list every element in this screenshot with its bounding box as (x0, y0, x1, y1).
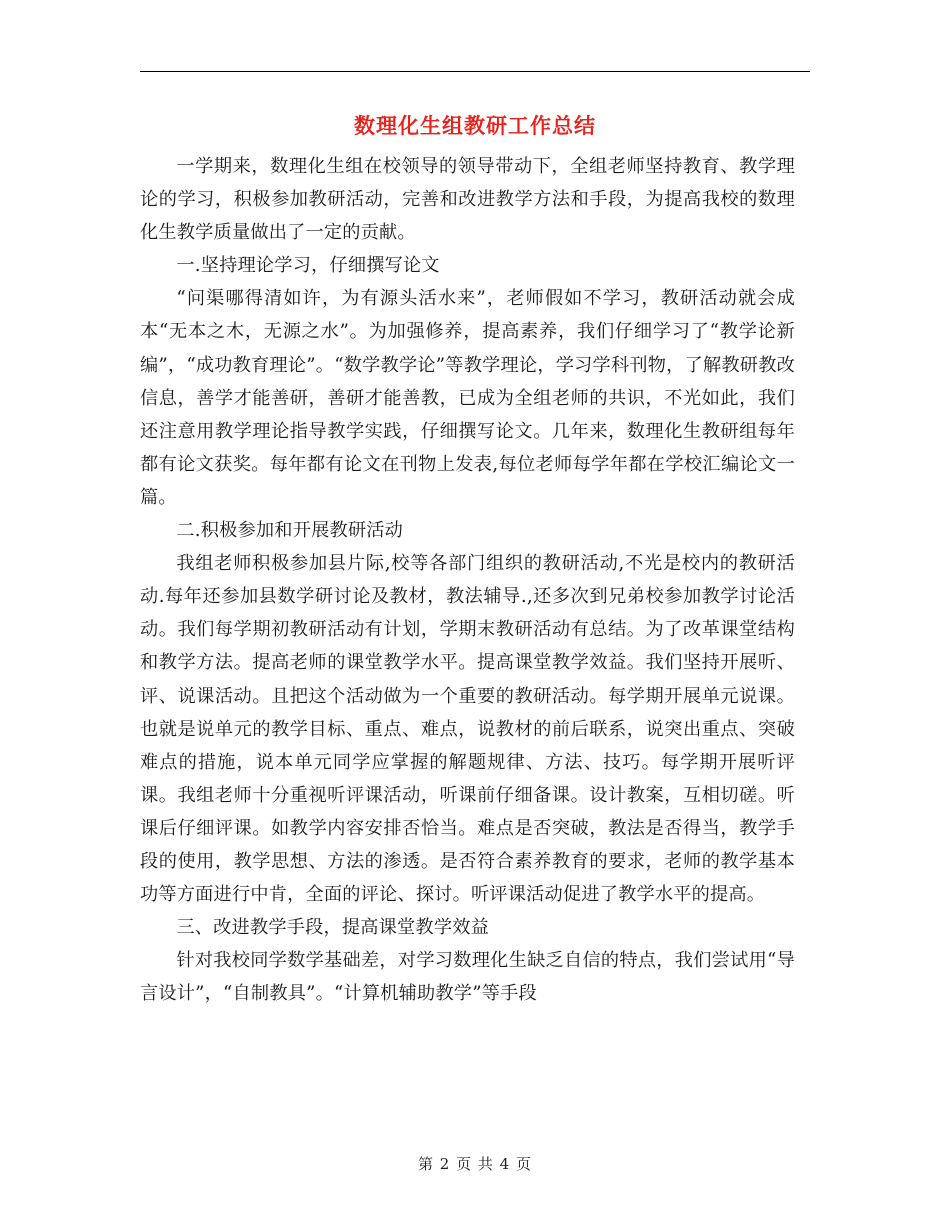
intro-paragraph: 一学期来，数理化生组在校领导的领导带动下，全组老师坚持教育、教学理论的学习，积极参加教研活动，完善和改进教学方法和手段，为提高我校的数理化生教学质量做出了一定的贡献。 (140, 156, 795, 244)
page-number: 第 2 页 共 4 页 (418, 1155, 532, 1173)
header-rule (140, 71, 810, 72)
section-heading-2: 二.积极参加和开展教研活动 (176, 520, 404, 542)
section-heading-1: 一.坚持理论学习，仔细撰写论文 (176, 255, 440, 277)
section-1-paragraph: “问渠哪得清如许，为有源头活水来”，老师假如不学习，教研活动就会成本“无本之木，无源之水”。为加强修养，提高素养，我们仔细学习了“教学论新编”，“成功教育理论”。“数学教学论”等教学理论，学习学科刊物，了解教研教改信息，善学才能善研，善研才能善教，已成为全组老师的共识，不光如此，我们还注意用教学理论指导教学实践，仔细撰写论文。几年来，数理化生教研组每年都有论文获奖。每年都有论文在刊物上发表,每位老师每学年都在学校汇编论文一篇。 (140, 288, 795, 508)
section-3-paragraph: 针对我校同学数学基础差，对学习数理化生缺乏自信的特点，我们尝试用“导言设计”，“自制教具”。“计算机辅助教学”等手段 (140, 950, 795, 1005)
document-body (140, 150, 795, 1010)
document-title: 数理化生组教研工作总结 (354, 114, 596, 138)
section-2-paragraph: 我组老师积极参加县片际,校等各部门组织的教研活动,不光是校内的教研活动.每年还参加县数学研讨论及教材，教法辅导.,还多次到兄弟校参加教学讨论活动。我们每学期初教研活动有计划，学期末教研活动有总结。为了改革课堂结构和教学方法。提高老师的课堂教学水平。提高课堂教学效益。我们坚持开展听、评、说课活动。且把这个活动做为一个重要的教研活动。每学期开展单元说课。也就是说单元的教学目标、重点、难点，说教材的前后联系，说突出重点、突破难点的措施，说本单元同学应掌握的解题规律、方法、技巧。每学期开展听评课。我组老师十分重视听评课活动，听课前仔细备课。设计教案，互相切磋。听课后仔细评课。如教学内容安排否恰当。难点是否突破，教法是否得当，教学手段的使用，教学思想、方法的渗透。是否符合素养教育的要求，老师的教学基本功等方面进行中肯，全面的评论、探讨。听评课活动促进了教学水平的提高。 (140, 553, 795, 906)
section-heading-3: 三、改进教学手段，提高课堂教学效益 (176, 917, 489, 939)
